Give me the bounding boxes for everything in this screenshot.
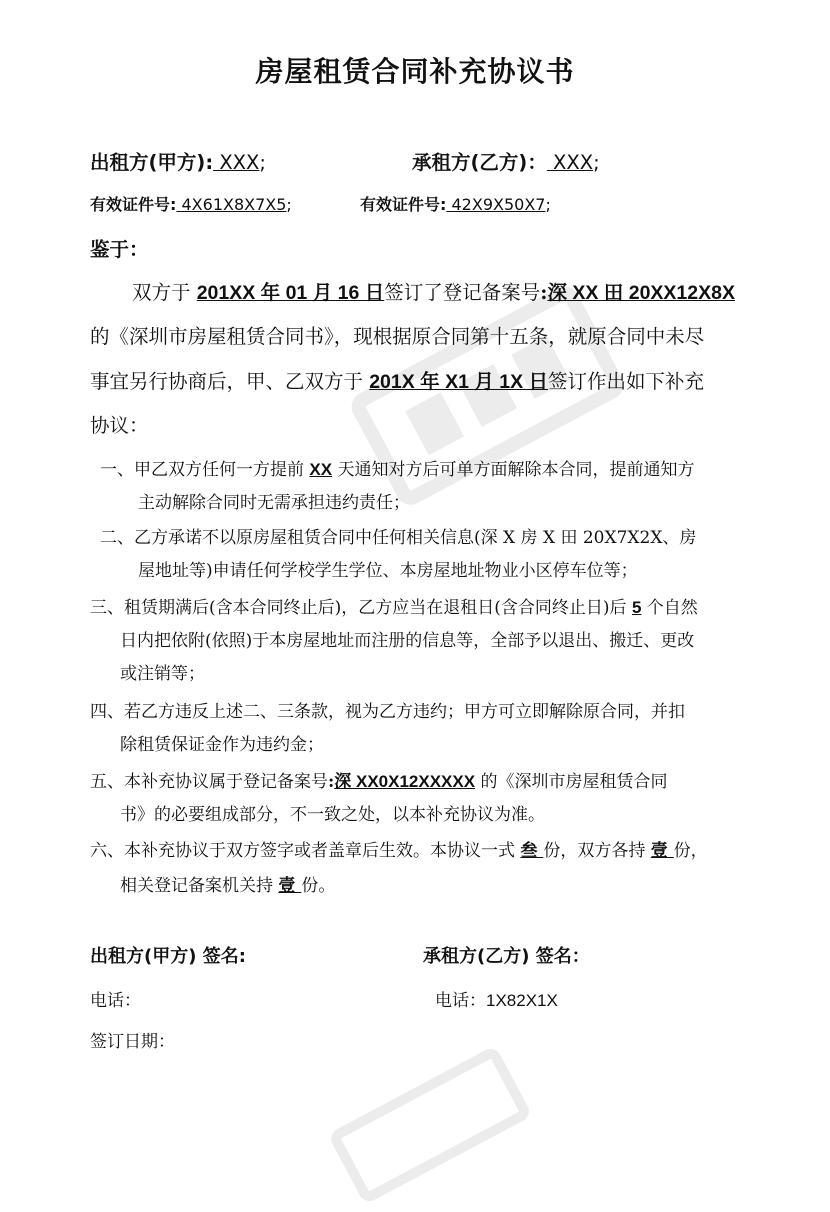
lessee-id-suffix: ; xyxy=(545,195,551,214)
clause-text: 份， xyxy=(673,841,708,861)
lessee-line xyxy=(412,147,600,175)
whereas-label: 鉴于： xyxy=(90,238,149,261)
lessor-id-suffix: ; xyxy=(286,195,292,214)
clause-text: 一、甲乙双方任何一方提前 xyxy=(100,460,310,480)
lessee-phone-line xyxy=(435,986,558,1011)
copies-total: 叁 xyxy=(520,841,544,861)
clause-text: 相关登记备案机关持 xyxy=(120,876,279,896)
move-out-days: 5 xyxy=(631,598,642,617)
whereas-text: 双方于 xyxy=(132,281,197,304)
lessee-label: 承租方(乙方)： xyxy=(412,151,547,174)
lessor-id-value: 4X61X8X7X5 xyxy=(176,195,287,214)
whereas-line-3 xyxy=(90,366,704,394)
whereas-text: 签订了登记备案号 xyxy=(384,281,541,304)
clause-5-line-2: 书》的必要组成部分，不一致之处，以本补充协议为准。 xyxy=(120,805,545,825)
lessee-phone-value: 1X82X1X xyxy=(486,991,558,1010)
clause-text: 的《深圳市房屋租赁合同 xyxy=(475,772,668,792)
clause-4-line-1: 四、若乙方违反上述二、三条款，视为乙方违约；甲方可立即解除原合同，并扣 xyxy=(90,702,685,722)
registration-number: 深 XX 田 20XX12X8X xyxy=(547,282,735,304)
lessee-signature-label: 承租方(乙方) 签名： xyxy=(423,946,590,967)
lessee-suffix: ; xyxy=(593,151,600,174)
lessor-signature-label: 出租方(甲方) 签名: xyxy=(90,946,246,967)
clause-5-line-1 xyxy=(90,767,668,792)
lessee-id-value: 42X9X50X7 xyxy=(446,195,546,214)
lessor-phone-label: 电话： xyxy=(90,991,141,1011)
sign-date: 201XX 年 01 月 16 日 xyxy=(196,282,385,304)
lessor-suffix: ; xyxy=(259,151,266,174)
lessor-value: XXX xyxy=(213,151,260,174)
clause-2-line-1: 二、乙方承诺不以原房屋租赁合同中任何相关信息(深 X 房 X 田 20X7X2X、房 xyxy=(100,528,697,548)
whereas-text: 签订作出如下补充 xyxy=(548,370,705,393)
lessor-id-label: 有效证件号: xyxy=(90,195,177,214)
clause-registration-number: 深 XX0X12XXXXX xyxy=(334,772,476,791)
lessor-label: 出租方(甲方): xyxy=(90,151,214,174)
lessee-value: XXX xyxy=(546,151,594,174)
clause-text: 个自然 xyxy=(641,598,698,618)
clause-text: 天通知对方后可单方面解除本合同，提前通知方 xyxy=(332,460,695,480)
whereas-line-4: 协议： xyxy=(90,414,149,437)
lessee-phone-label: 电话： xyxy=(435,991,486,1011)
clause-colon: : xyxy=(328,772,335,792)
clause-6-line-1 xyxy=(90,836,708,861)
clause-1-line-2: 主动解除合同时无需承担违约责任； xyxy=(138,493,410,513)
clause-4-line-2: 除租赁保证金作为违约金； xyxy=(120,735,324,755)
clause-3-line-3: 或注销等； xyxy=(120,664,205,684)
lessee-id-label: 有效证件号: xyxy=(360,195,447,214)
clause-text: 三、租赁期满后(含本合同终止后)，乙方应当在退租日(含合同终止日)后 xyxy=(90,598,632,618)
watermark-graphic-bottom xyxy=(321,1038,540,1211)
sign-date-label: 签订日期： xyxy=(90,1032,175,1052)
whereas-line-2: 的《深圳市房屋租赁合同书》，现根据原合同第十五条，就原合同中未尽 xyxy=(90,325,705,348)
lessor-line xyxy=(90,147,266,175)
clause-3-line-2: 日内把依附(依照)于本房屋地址而注册的信息等，全部予以退出、搬迁、更改 xyxy=(120,631,695,651)
clause-text: 份，双方各持 xyxy=(543,841,651,861)
whereas-text: 事宜另行协商后，甲、乙双方于 xyxy=(90,370,370,393)
clause-text: 六、本补充协议于双方签字或者盖章后生效。本协议一式 xyxy=(90,841,521,861)
document-title: 房屋租赁合同补充协议书 xyxy=(255,55,575,88)
lessee-id-line xyxy=(360,192,551,215)
clause-1-line-1 xyxy=(100,455,695,480)
copies-registry: 壹 xyxy=(278,876,302,896)
lessor-id-line xyxy=(90,192,292,215)
clause-2-line-2: 屋地址等)申请任何学校学生学位、本房屋地址物业小区停车位等； xyxy=(138,561,638,581)
notice-days: XX xyxy=(309,460,333,479)
clause-3-line-1 xyxy=(90,593,698,618)
clause-text: 份。 xyxy=(301,876,336,896)
whereas-colon: : xyxy=(540,281,548,304)
clause-6-line-2 xyxy=(120,871,335,896)
clause-text: 五、本补充协议属于登记备案号 xyxy=(90,772,328,792)
whereas-line-1 xyxy=(132,277,735,305)
copies-each-party: 壹 xyxy=(650,841,674,861)
supplement-date: 201X 年 X1 月 1X 日 xyxy=(369,371,549,393)
